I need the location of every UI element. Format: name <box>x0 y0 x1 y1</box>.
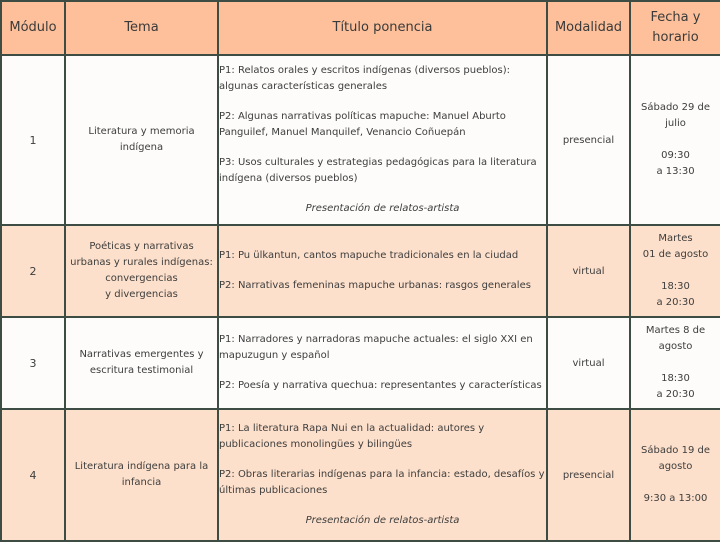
fecha-cell <box>630 225 720 317</box>
modulo-number: 4 <box>1 409 65 541</box>
header-modalidad: Modalidad <box>547 1 630 55</box>
ponencia-item: P1: Narradores y narradoras mapuche actuales: el siglo XXI en mapuzugun y español <box>219 334 533 361</box>
tema-line: y divergencias <box>105 289 178 300</box>
ponencia-item: P1: La literatura Rapa Nui en la actualidad: autores y publicaciones monolingües y bilingües <box>219 423 485 450</box>
fecha-line: 01 de agosto <box>642 249 709 260</box>
ponencia-item: P2: Algunas narrativas políticas mapuche: Manuel Aburto Panguilef, Manuel Manquilef, Venancio Coñuepán <box>219 111 506 138</box>
tema-line: convergencias <box>105 273 178 284</box>
fecha-line: agosto <box>658 461 693 472</box>
tema-cell <box>65 317 218 409</box>
header-fecha-line1: Fecha y <box>650 10 701 25</box>
titulo-cell <box>218 409 547 541</box>
horario-line: a 20:30 <box>656 389 695 400</box>
horario-line: 18:30 <box>661 281 690 292</box>
tema-line: indígena <box>119 142 164 153</box>
horario-line: 18:30 <box>661 373 690 384</box>
fecha-line: Martes 8 de <box>645 325 706 336</box>
modulo-number: 3 <box>1 317 65 409</box>
titulo-cell <box>218 225 547 317</box>
tema-line: escritura testimonial <box>89 365 194 376</box>
fecha-line: agosto <box>658 341 693 352</box>
ponencia-item: P3: Usos culturales y estrategias pedagógicas para la literatura indígena (diversos pueblos) <box>219 157 537 184</box>
tema-cell <box>65 409 218 541</box>
table-row <box>1 225 720 317</box>
tema-line: urbanas y rurales indígenas: <box>70 257 213 268</box>
tema-line: infancia <box>121 477 162 488</box>
header-titulo: Título ponencia <box>218 1 547 55</box>
fecha-cell <box>630 409 720 541</box>
modulo-number: 1 <box>1 55 65 225</box>
horario-line: 9:30 a 13:00 <box>643 493 708 504</box>
ponencia-item: P1: Pu ülkantun, cantos mapuche tradicionales en la ciudad <box>219 250 519 261</box>
table-row <box>1 55 720 225</box>
fecha-line: Sábado 19 de <box>641 445 710 456</box>
fecha-cell <box>630 317 720 409</box>
ponencia-item: P2: Obras literarias indígenas para la infancia: estado, desafíos y últimas publicaciones <box>219 469 545 496</box>
modulo-number: 2 <box>1 225 65 317</box>
horario-line: a 20:30 <box>656 297 695 308</box>
table-row <box>1 317 720 409</box>
header-fecha-line2: horario <box>652 30 699 45</box>
fecha-line: Martes <box>658 233 693 244</box>
artist-presentation: Presentación de relatos-artista <box>305 203 460 214</box>
modalidad-cell: virtual <box>547 225 630 317</box>
artist-presentation: Presentación de relatos-artista <box>305 515 460 526</box>
header-row <box>1 1 720 55</box>
header-tema: Tema <box>65 1 218 55</box>
tema-line: Poéticas y narrativas <box>89 241 194 252</box>
header-fecha <box>630 1 720 55</box>
horario-line: 09:30 <box>661 150 690 161</box>
ponencia-item: P2: Narrativas femeninas mapuche urbanas: rasgos generales <box>219 280 531 291</box>
modalidad-cell: presencial <box>547 409 630 541</box>
ponencia-item: P1: Relatos orales y escritos indígenas (diversos pueblos): algunas características generales <box>219 65 510 92</box>
fecha-cell <box>630 55 720 225</box>
modalidad-cell: virtual <box>547 317 630 409</box>
titulo-cell <box>218 55 547 225</box>
horario-line: a 13:30 <box>656 166 695 177</box>
tema-cell <box>65 225 218 317</box>
tema-line: Literatura indígena para la <box>74 461 209 472</box>
titulo-cell <box>218 317 547 409</box>
ponencia-item: P2: Poesía y narrativa quechua: representantes y características <box>219 380 542 391</box>
tema-line: Narrativas emergentes y <box>79 349 204 360</box>
fecha-line: Sábado 29 de <box>641 102 710 113</box>
header-modulo: Módulo <box>1 1 65 55</box>
tema-cell <box>65 55 218 225</box>
fecha-line: julio <box>665 118 686 129</box>
tema-line: Literatura y memoria <box>88 126 195 137</box>
modalidad-cell: presencial <box>547 55 630 225</box>
table-row <box>1 409 720 541</box>
